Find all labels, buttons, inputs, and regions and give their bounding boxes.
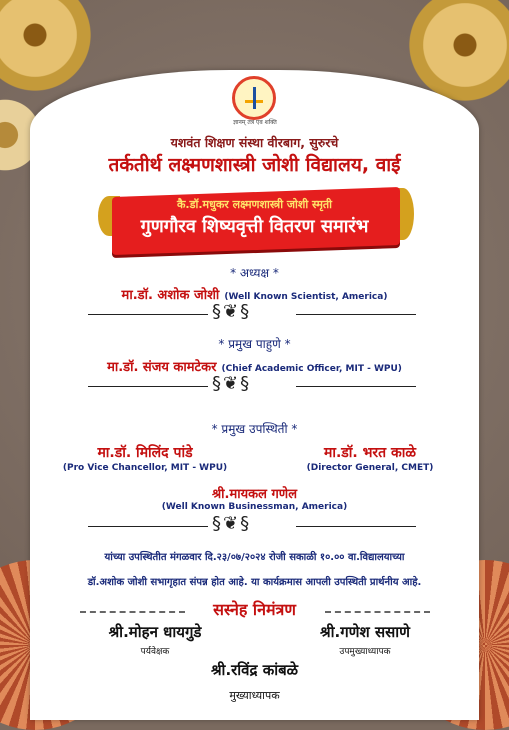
logo-tagline: ज्ञानम् तत्र एव शक्ति — [233, 119, 277, 126]
guest1-name: मा.डॉ. मिलिंद पांडे — [97, 445, 193, 461]
invitation-dash-right — [325, 611, 430, 613]
divider-2-left — [88, 386, 208, 387]
ornament-1-icon: §❦§ — [212, 301, 252, 322]
logo-emblem-icon — [245, 87, 263, 109]
divider-1-right — [296, 314, 416, 315]
president-line — [0, 284, 509, 303]
signer1-name: श्री.मोहन धायगुडे — [108, 623, 202, 641]
signer2-title: उपमुख्याध्यापक — [339, 647, 391, 657]
signer3-title: मुख्याध्यापक — [229, 689, 280, 702]
institution-name: यशवंत शिक्षण संस्था वीरबाग, सुरुरचे — [170, 135, 339, 150]
divider-1-left — [88, 314, 208, 315]
guest3-name: श्री.मायकल गणेल — [211, 487, 298, 502]
banner-subtitle: कै.डॉ.मधुकर लक्ष्मणशास्त्री जोशी स्मृती — [176, 198, 333, 211]
presence-heading: * प्रमुख उपस्थिती * — [211, 422, 298, 436]
signer1-title: पर्यवेक्षक — [140, 647, 170, 657]
chief-guest-name: मा.डॉ. संजय कामटेकर — [107, 360, 217, 375]
guest2-role: (Director General, CMET) — [306, 463, 434, 473]
divider-3-left — [88, 526, 208, 527]
school-logo — [232, 76, 276, 120]
event-details-line2: डॉ.अशोक जोशी सभागृहात संपन्न होत आहे. या कार्यक्रमास आपली उपस्थिती प्रार्थनीय आहे. — [87, 577, 422, 588]
banner-title: गुणगौरव शिष्यवृत्ती वितरण समारंभ — [140, 216, 369, 237]
president-name: मा.डॉ. अशोक जोशी — [121, 288, 220, 303]
signer3-name: श्री.रविंद्र कांबळे — [210, 661, 299, 679]
guest2-name: मा.डॉ. भरत काळे — [323, 445, 417, 461]
chief-guest-line — [0, 356, 509, 375]
ornament-3-icon: §❦§ — [212, 513, 252, 534]
event-details-line1: यांच्या उपस्थितीत मंगळवार दि.२३/०७/२०२४ रोजी सकाळी १०.०० वा.विद्यालयाच्या — [104, 552, 405, 563]
president-heading: * अध्यक्ष * — [230, 266, 279, 280]
chief-guest-role: (Chief Academic Officer, MIT - WPU) — [221, 364, 402, 374]
ornament-2-icon: §❦§ — [212, 373, 252, 394]
signer2-name: श्री.गणेश ससाणे — [320, 623, 410, 641]
chief-guest-heading: * प्रमुख पाहुणे * — [218, 337, 291, 351]
guest3-role: (Well Known Businessman, America) — [161, 502, 348, 512]
divider-3-right — [296, 526, 416, 527]
guest1-role: (Pro Vice Chancellor, MIT - WPU) — [62, 463, 228, 473]
divider-2-right — [296, 386, 416, 387]
school-name: तर्कतीर्थ लक्ष्मणशास्त्री जोशी विद्यालय, वाई — [108, 154, 401, 176]
invitation-heading: सस्नेह निमंत्रण — [213, 600, 296, 619]
president-role: (Well Known Scientist, America) — [224, 292, 388, 302]
